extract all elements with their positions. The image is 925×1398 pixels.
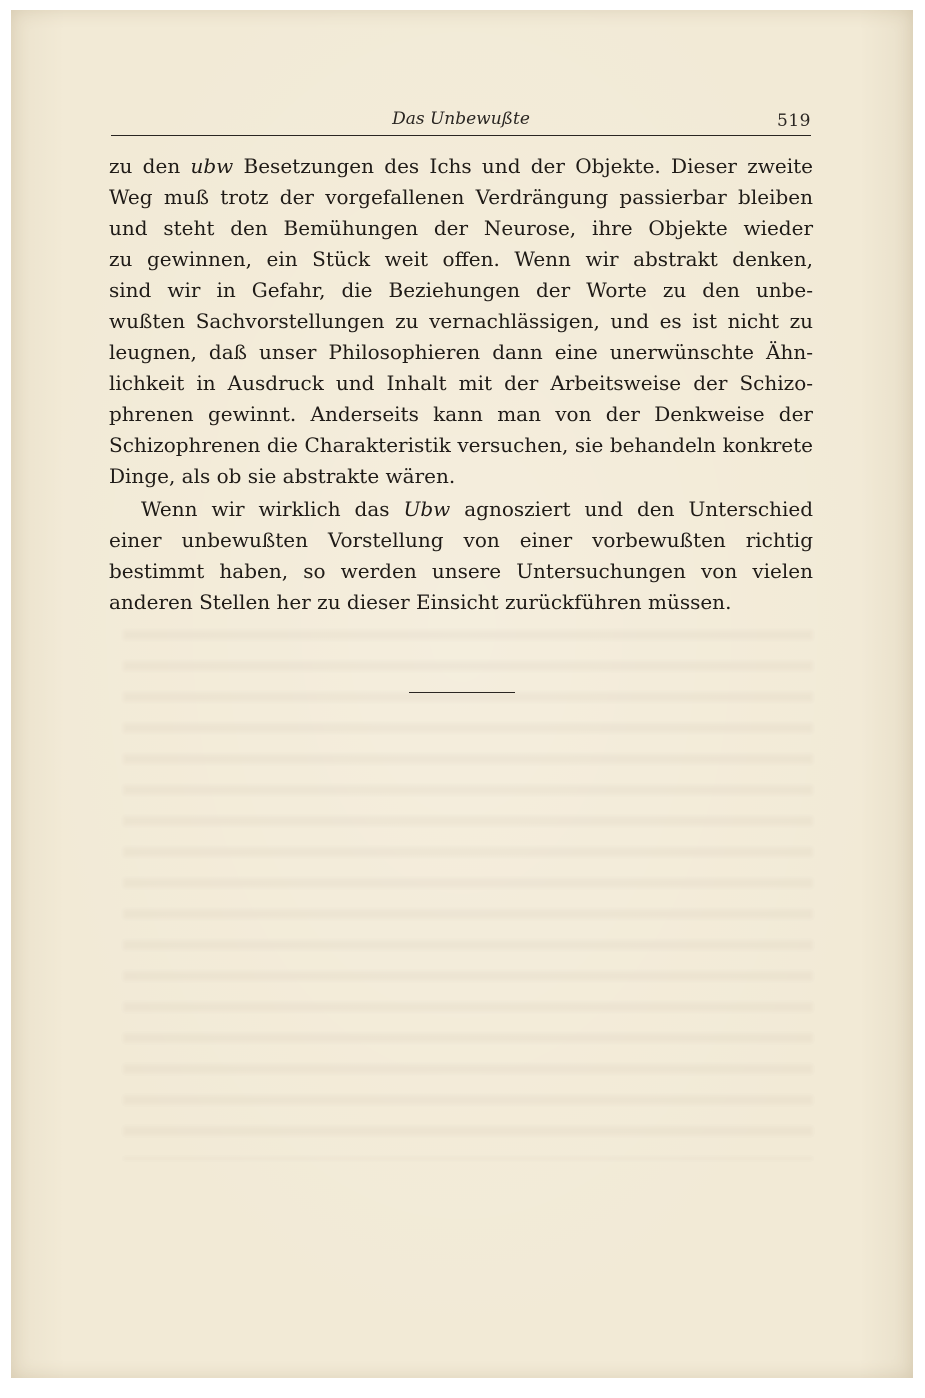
running-head: Das Unbewußte — [392, 109, 530, 129]
text-line: zu den ubw Besetzungen des Ichs und der Objekte. Dieser zweite — [109, 154, 813, 178]
book-page — [11, 10, 913, 1378]
page-number: 519 — [777, 111, 811, 131]
show-through-texture — [123, 630, 813, 1160]
text-line: lichkeit in Ausdruck und Inhalt mit der Arbeitsweise der Schizo- — [109, 371, 813, 395]
page-header — [111, 105, 811, 136]
paragraph-1 — [109, 151, 813, 492]
emphasis-Ubw: Ubw — [403, 497, 451, 521]
text-line: Wenn wir wirklich das Ubw agnosziert und den Unterschied — [141, 497, 813, 521]
text-line: phrenen gewinnt. Anderseits kann man von der Denkweise der — [109, 402, 813, 426]
text-line: Weg muß trotz der vorgefallenen Verdrängung passierbar bleiben — [109, 185, 813, 209]
text-line: bestimmt haben, so werden unsere Untersuchungen von vielen — [109, 559, 813, 583]
text-line: und steht den Bemühungen der Neurose, ihre Objekte wieder — [109, 216, 813, 240]
text-line: einer unbewußten Vorstellung von einer vorbewußten richtig — [109, 528, 813, 552]
text-line: wußten Sachvorstellungen zu vernachlässigen, und es ist nicht zu — [109, 309, 813, 333]
text-line: leugnen, daß unser Philosophieren dann eine unerwünschte Ähn- — [109, 340, 813, 364]
section-end-rule — [409, 692, 515, 693]
text-line: sind wir in Gefahr, die Beziehungen der Worte zu den unbe- — [109, 278, 813, 302]
emphasis-ubw: ubw — [190, 154, 234, 178]
text-line: zu gewinnen, ein Stück weit offen. Wenn wir abstrakt denken, — [109, 247, 813, 271]
text-line: anderen Stellen her zu dieser Einsicht zurückführen müssen. — [109, 590, 732, 614]
text-line: Dinge, als ob sie abstrakte wären. — [109, 464, 456, 488]
paragraph-2 — [109, 494, 813, 618]
text-line: Schizophrenen die Charakteristik versuchen, sie behandeln konkrete — [109, 433, 813, 457]
body-text — [109, 151, 813, 618]
